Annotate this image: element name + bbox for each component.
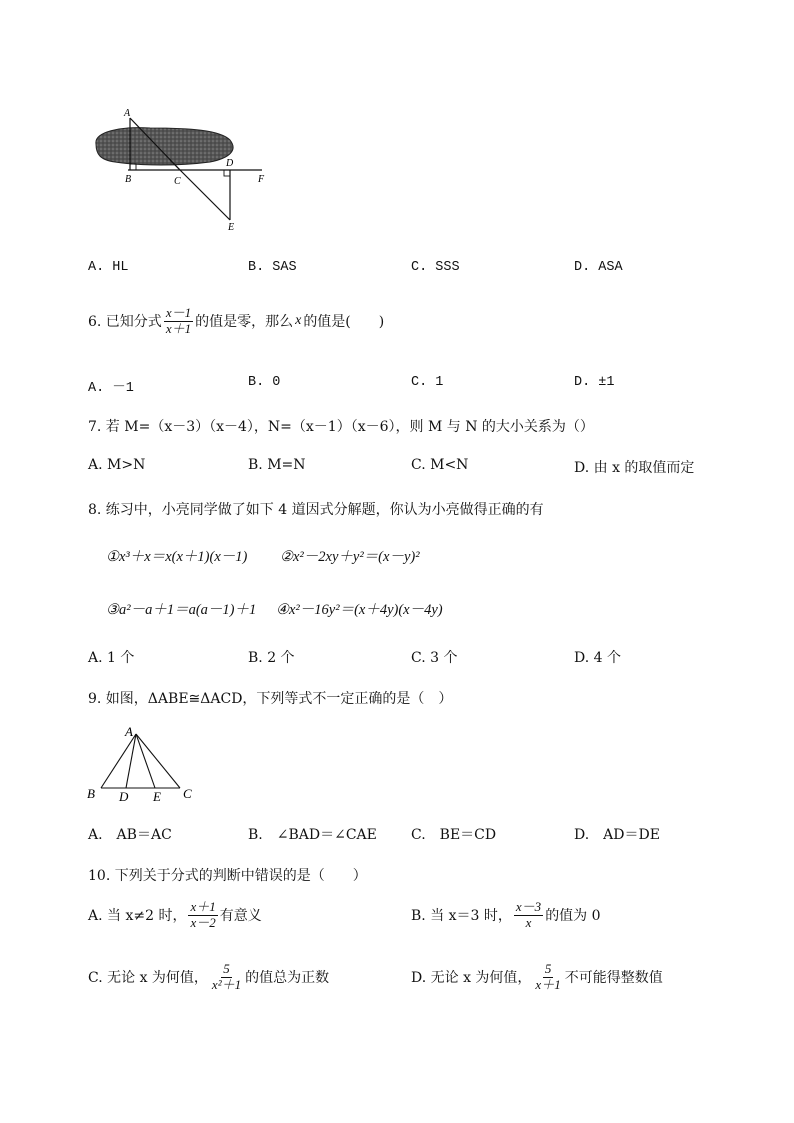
q9-option-a: A. AB＝AC xyxy=(88,827,172,843)
q10a-pre: A. 当 x≠2 时， xyxy=(88,908,187,925)
fig9-label-e: E xyxy=(153,789,161,804)
q6-frac-den: x＋1 xyxy=(165,320,192,336)
q6-frac-num: x－1 xyxy=(165,305,192,320)
question-10: 10. 下列关于分式的判断中错误的是（ ） xyxy=(88,868,367,884)
fig5-label-c: C xyxy=(174,176,181,187)
q10c-fraction xyxy=(210,962,243,993)
q10d-num: 5 xyxy=(544,961,552,976)
q10b-num: x－3 xyxy=(515,899,542,914)
q10d-post: 不可能得整数值 xyxy=(564,970,663,987)
question-9: 9. 如图，ΔABE≅ΔACD，下列等式不一定正确的是（ ） xyxy=(88,691,453,707)
q6-mid: 的值是零，那么 xyxy=(195,314,294,331)
q9-option-b: B. ∠BAD＝∠CAE xyxy=(248,827,377,843)
question-7: 7. 若 M=（x－3）（x－4），N=（x－1）（x－6），则 M 与 N 的大小关系为（） xyxy=(88,419,594,435)
q5-option-d: D. ASA xyxy=(574,260,623,275)
q6-var: x xyxy=(295,313,302,329)
q6-suffix: 的值是( ) xyxy=(303,314,385,331)
q10-option-c xyxy=(88,962,329,993)
q10-option-b xyxy=(411,900,601,931)
q6-option-a: A. －1 xyxy=(88,381,134,396)
q10b-pre: B. 当 x＝3 时， xyxy=(411,908,512,925)
fig9-label-a: A xyxy=(125,724,133,739)
fig5-label-d: D xyxy=(226,158,234,169)
q9-option-d: D. AD＝DE xyxy=(574,827,660,843)
q8-option-c: C. 3 个 xyxy=(411,650,458,666)
q10a-num: x＋1 xyxy=(190,899,216,914)
fig5-label-b: B xyxy=(125,174,132,185)
q10b-fraction xyxy=(514,900,543,931)
q6-option-d: D. ±1 xyxy=(574,375,615,390)
q6-prefix: 6. 已知分式 xyxy=(88,314,162,331)
fig9-label-b: B xyxy=(87,786,95,801)
q6-option-b: B. 0 xyxy=(248,375,281,390)
q10c-pre: C. 无论 x 为何值， xyxy=(88,970,208,987)
q10c-den: x²＋1 xyxy=(211,976,242,992)
q9-option-c: C. BE＝CD xyxy=(411,827,497,843)
q7-option-c: C. M<N xyxy=(411,457,469,473)
q8-option-a: A. 1 个 xyxy=(88,650,135,666)
q8-item-4: ④x²－16y²＝(x＋4y)(x－4y) xyxy=(276,602,443,618)
q7-option-d: D. 由 x 的取值而定 xyxy=(574,460,695,476)
tri-ae xyxy=(136,734,155,788)
fig9-label-d: D xyxy=(119,789,129,804)
tri-ac xyxy=(136,734,180,788)
q6-option-c: C. 1 xyxy=(411,375,444,390)
q8-item-1: ①x³＋x＝x(x＋1)(x－1) xyxy=(106,549,248,565)
q5-option-c: C. SSS xyxy=(411,260,460,275)
q5-option-a: A. HL xyxy=(88,260,129,275)
question-6 xyxy=(88,306,384,337)
q10a-fraction xyxy=(188,900,217,931)
q7-option-a: A. M>N xyxy=(88,457,146,473)
q10-option-a xyxy=(88,900,262,931)
figure-q5 xyxy=(80,100,280,235)
q10d-fraction xyxy=(533,962,562,993)
question-8: 8. 练习中，小亮同学做了如下 4 道因式分解题，你认为小亮做得正确的有 xyxy=(88,502,544,518)
fig5-label-f: F xyxy=(258,174,265,185)
q10c-post: 的值总为正数 xyxy=(245,970,330,987)
q10c-num: 5 xyxy=(223,961,230,976)
fig9-label-c: C xyxy=(183,786,192,801)
q8-item-2: ②x²－2xy＋y²＝(x－y)² xyxy=(280,549,420,565)
q10d-den: x＋1 xyxy=(535,976,561,992)
pond-shape xyxy=(96,128,233,165)
q10a-post: 有意义 xyxy=(219,908,262,925)
line-ce xyxy=(170,160,230,220)
q8-item-3: ③a²－a＋1＝a(a－1)＋1 xyxy=(106,602,257,618)
fig5-label-e: E xyxy=(228,222,235,233)
q6-fraction xyxy=(164,306,193,337)
q10b-den: x xyxy=(525,914,532,930)
q7-option-b: B. M=N xyxy=(248,457,306,473)
q10b-post: 的值为 0 xyxy=(545,908,601,925)
q8-option-b: B. 2 个 xyxy=(248,650,295,666)
figure-q9 xyxy=(84,722,204,806)
q10a-den: x－2 xyxy=(190,914,216,930)
q5-option-b: B. SAS xyxy=(248,260,297,275)
q10-option-d xyxy=(411,962,663,993)
fig5-label-a: A xyxy=(124,108,131,119)
q10d-pre: D. 无论 x 为何值， xyxy=(411,970,532,987)
right-angle-b xyxy=(130,164,136,170)
right-angle-d xyxy=(224,170,230,176)
q8-option-d: D. 4 个 xyxy=(574,650,621,666)
